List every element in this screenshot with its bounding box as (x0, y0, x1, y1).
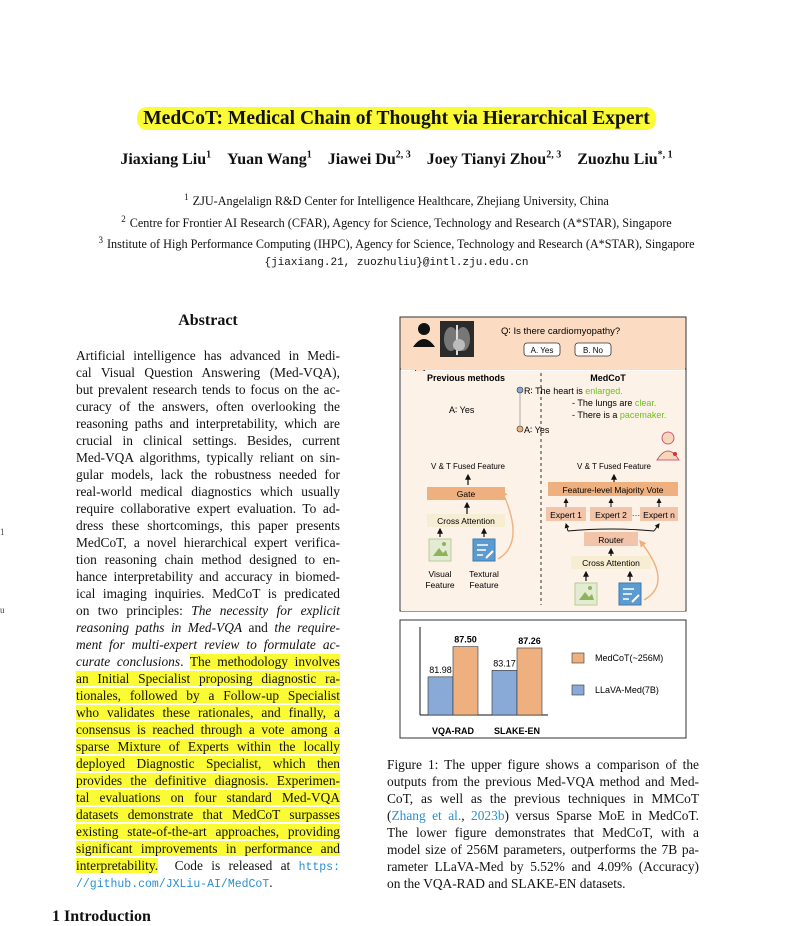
caption-line: Figure 1: The upper figure shows a comparison of the (387, 757, 699, 772)
author: Jiaxiang Liu$^1$ (120, 150, 212, 169)
bar-value-label: 81.98 (429, 664, 452, 675)
caption-line: CoT, as well as the previous techniques in MMCoT (387, 791, 699, 806)
answer-dot (517, 426, 523, 432)
expert-1: Expert 1 (550, 510, 582, 520)
legend-swatch (572, 685, 584, 695)
reason-dot (517, 387, 523, 393)
visual-feature-label: Feature (425, 580, 455, 590)
medcot-answer: A∶ Yes (524, 425, 550, 435)
affiliation: $^2$ Centre for Frontier AI Research (CFAR), Agency for Science, Technology and Research (A*STAR), Singapore (121, 214, 672, 231)
bar (492, 670, 517, 715)
gate: Gate (456, 489, 476, 499)
author: Yuan Wang$^1$ (227, 150, 312, 169)
abstract-line: an Initial Specialist proposing diagnostic ra- (76, 671, 340, 686)
textural-feature-label: Feature (469, 580, 499, 590)
code-link[interactable]: https: (298, 861, 340, 874)
author: Zuozhu Liu$^{*, 1}$ (577, 150, 673, 169)
paper-title: MedCoT: Medical Chain of Thought via Hierarchical Expert (0, 108, 793, 130)
reason-line-1: R∶ The heart is enlarged. (524, 386, 623, 396)
caption-line: model size of 256M parameters, outperforms the 7B pa- (387, 842, 699, 857)
abstract-line: hance interpretability and accuracy in biomed- (76, 569, 340, 584)
image-icon (429, 539, 451, 561)
reason-line-3: - There is a pacemaker. (572, 410, 667, 420)
figure-1 (398, 315, 688, 740)
citation-link[interactable]: Zhang et al. (391, 808, 462, 823)
x-tick-label: SLAKE-EN (493, 726, 541, 736)
author-list (0, 150, 793, 169)
abstract-line: on two principles: The necessity for explicit (76, 603, 340, 618)
expert-2: Expert 2 (595, 510, 627, 520)
x-tick-label: VQA-RAD (432, 726, 474, 736)
introduction-heading: 1 Introduction (52, 908, 151, 925)
abstract-line: provides the definitive diagnosis. Experimen- (76, 773, 340, 788)
cross-attention-left: Cross Attention (437, 516, 495, 526)
abstract-line: cal Visual Question Answering (Med-VQA), (76, 365, 340, 380)
abstract-heading: Abstract (178, 312, 238, 329)
abstract-line: dress these shortcomings, this paper presents (76, 518, 340, 533)
caption-line: on the VQA-RAD and SLAKE-EN datasets. (387, 876, 626, 891)
code-link[interactable]: //github.com/JXLiu-AI/MedCoT (76, 878, 270, 891)
bar (428, 677, 453, 715)
abstract-line: tionales, followed by a Follow-up Specialist (76, 688, 340, 703)
image-icon (575, 583, 597, 605)
abstract-line: gular models, lack the robustness needed for (76, 467, 340, 482)
abstract-line: tion reasoning chain method designed to en- (76, 552, 340, 567)
expert-dots: ··· (631, 510, 641, 520)
bar (517, 648, 542, 715)
abstract-line: ical imaging inquiries. MedCoT is predicated (76, 586, 340, 601)
fused-feature-right: V & T Fused Feature (577, 462, 651, 471)
textural-feature-label: Textural (469, 569, 499, 579)
visual-feature-label: Visual (428, 569, 452, 579)
email: {jiaxiang.21, zuozhuliu}@intl.zju.edu.cn (264, 257, 529, 269)
previous-answer: A∶ Yes (449, 405, 475, 415)
speech-tail-fill (401, 367, 685, 370)
affiliation: $^1$ ZJU-Angelalign R&D Center for Intelligence Healthcare, Zhejiang University, China (184, 192, 609, 209)
medcot-title: MedCoT (590, 373, 626, 383)
bar-value-label: 87.50 (454, 634, 477, 645)
abstract-line: existing state-of-the-art approaches, providing (76, 824, 340, 839)
abstract-line: reasoning paths in Med-VQA and the require- (76, 620, 340, 635)
margin-mark: 1 (0, 527, 5, 537)
abstract-line: significant improvements in performance and (76, 841, 340, 856)
fused-feature-left: V & T Fused Feature (431, 462, 505, 471)
caption-line: (Zhang et al., 2023b) versus Sparse MoE in MedCoT. (387, 808, 699, 823)
xray-image (440, 321, 474, 357)
abstract-line: interpretability. Code is released at https: (76, 858, 340, 874)
text-icon (619, 583, 641, 605)
cross-attention-right: Cross Attention (582, 558, 640, 568)
abstract-line: but prevalent research tends to focus on the ac- (76, 382, 340, 397)
expert-n: Expert n (643, 510, 675, 520)
abstract-line: Med-VQA algorithms, typically reliant on sin- (76, 450, 340, 465)
author: Jiawei Du$^{2, 3}$ (327, 150, 411, 169)
citation-year-link[interactable]: 2023b (471, 808, 505, 823)
abstract-line: MedCoT, a novel hierarchical expert verifica- (76, 535, 340, 550)
option-a: A. Yes (530, 346, 554, 355)
caption-line: outputs from the previous Med-VQA method and Med- (387, 774, 699, 789)
bar (453, 647, 478, 715)
abstract-line: curate conclusions. The methodology involves (76, 654, 340, 669)
bar-value-label: 83.17 (493, 658, 516, 669)
abstract-line: reasoning paths and interpretability, which are (76, 416, 340, 431)
abstract-line: tal evaluations on four standard Med-VQA (76, 790, 340, 805)
abstract-line: crucial in clinical settings. Besides, current (76, 433, 340, 448)
option-b: B. No (582, 346, 604, 355)
abstract-line: require collaborative expert evaluation. To ad- (76, 501, 340, 516)
previous-methods-title: Previous methods (427, 373, 506, 383)
abstract-line: ment for multi-expert review to formulate ac- (76, 637, 340, 652)
legend-label: MedCoT(~256M) (595, 653, 664, 663)
text-icon (473, 539, 495, 561)
abstract-line: consensus is reached through a vote among a (76, 722, 340, 737)
question-text: Q∶ Is there cardiomyopathy? (501, 326, 621, 337)
abstract-line: curacy of the answers, often overlooking the (76, 399, 340, 414)
abstract-line: sparse Mixture of Experts within the locally (76, 739, 340, 754)
reason-line-2: - The lungs are clear. (572, 398, 657, 408)
abstract-line: deployed Diagnostic Specialist, which then (76, 756, 340, 771)
router: Router (598, 535, 624, 545)
abstract-line: who validates these rationales, and finally, a (76, 705, 340, 720)
legend-swatch (572, 653, 584, 663)
abstract-line: real-world medical diagnostics which usually (76, 484, 340, 499)
margin-mark: u (0, 605, 5, 615)
caption-line: rameter LLaVA-Med by 5.52% and 4.09% (Accuracy) (387, 859, 699, 874)
abstract-line: Artificial intelligence has advanced in Medi- (76, 348, 340, 363)
affiliation: $^3$ Institute of High Performance Computing (IHPC), Agency for Science, Technology and Research (A*STAR), Singapore (98, 235, 695, 252)
legend-label: LLaVA-Med(7B) (595, 685, 659, 695)
author: Joey Tianyi Zhou$^{2, 3}$ (426, 150, 562, 169)
caption-line: The lower figure demonstrates that MedCoT, with a (387, 825, 699, 840)
abstract-line: //github.com/JXLiu-AI/MedCoT. (76, 875, 273, 891)
abstract-line: datasets demonstrate that MedCoT surpasses (76, 807, 340, 822)
majority-vote: Feature-level Majority Vote (562, 485, 664, 495)
bar-value-label: 87.26 (518, 635, 541, 646)
